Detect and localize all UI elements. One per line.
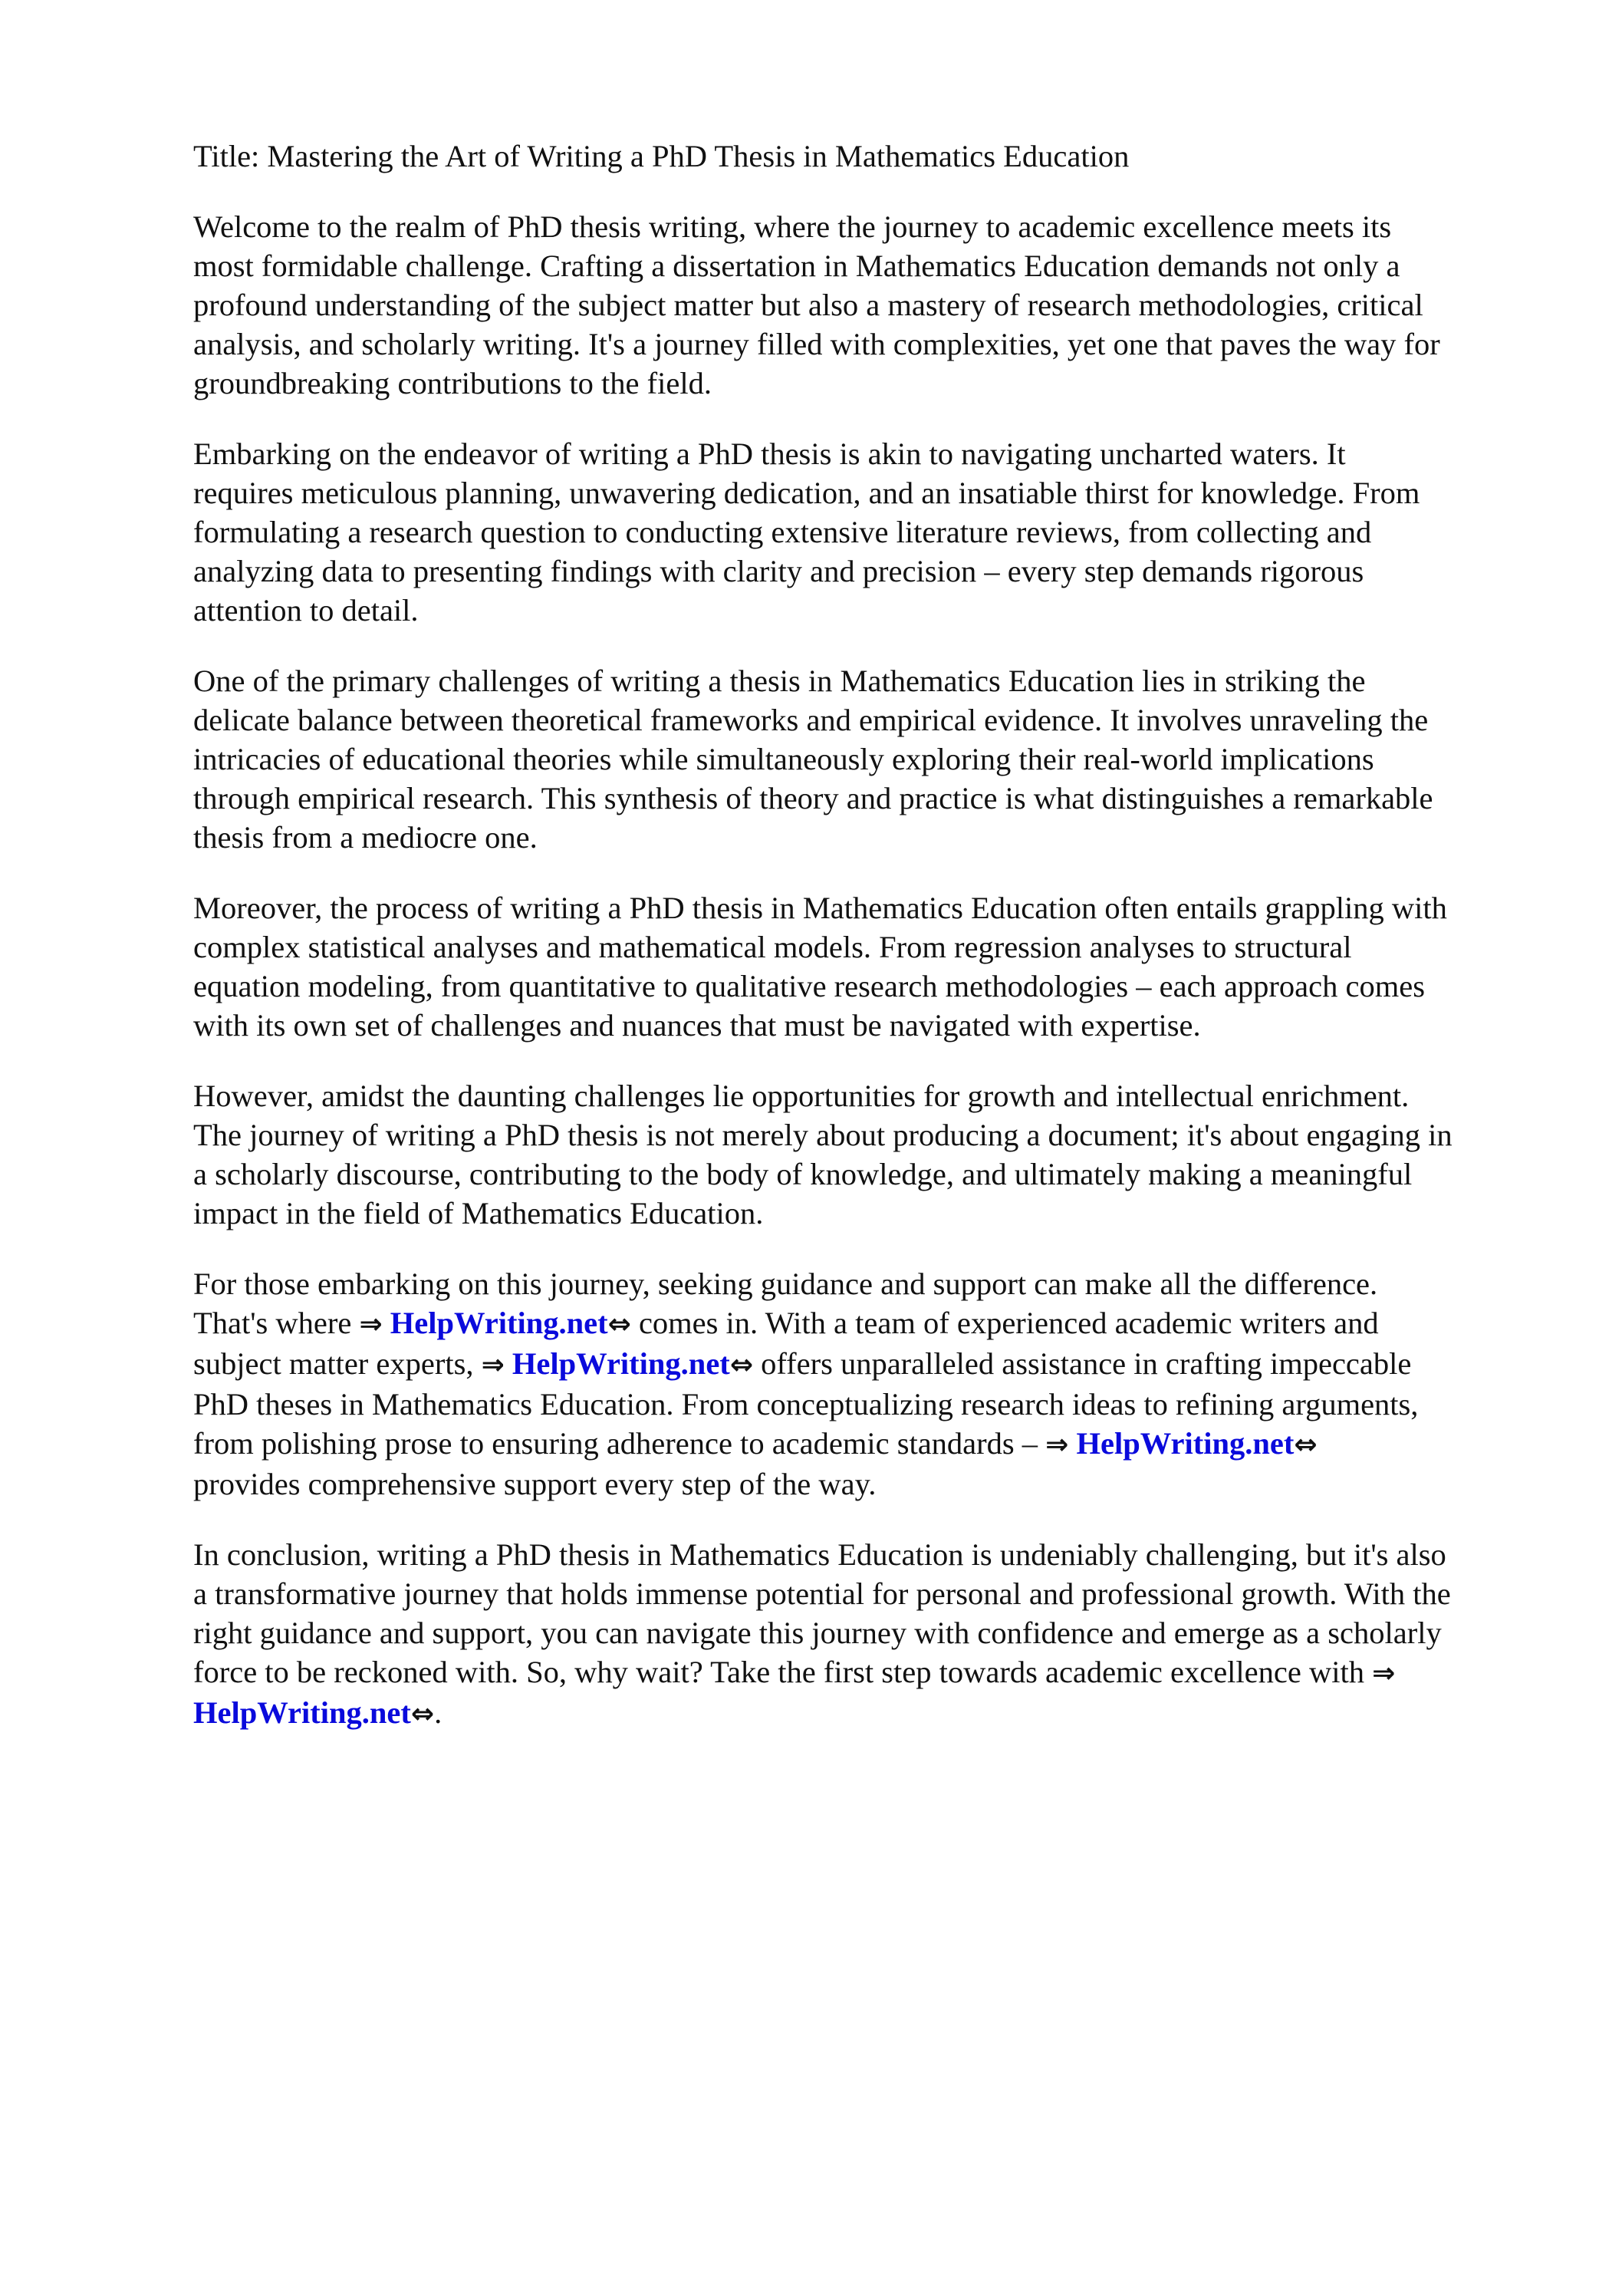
paragraph-conclusion	[193, 1535, 1574, 1734]
paragraph-intro	[193, 207, 1574, 403]
text-line: groundbreaking contributions to the field.	[193, 366, 712, 400]
helpwriting-link[interactable]: HelpWriting.net	[1076, 1426, 1295, 1461]
text-line	[193, 1464, 1574, 1504]
text-span: In conclusion, writing a PhD thesis in Mathematics Education is undeniably challenging, but it's also	[193, 1537, 1446, 1572]
text-line: Moreover, the process of writing a PhD thesis in Mathematics Education often entails grappling with	[193, 891, 1447, 925]
helpwriting-link[interactable]: HelpWriting.net	[193, 1695, 411, 1730]
text-span: right guidance and support, you can navigate this journey with confidence and emerge as a scholarly	[193, 1616, 1442, 1650]
text-line	[193, 1424, 1574, 1464]
double-arrow-both-icon: ⇔	[607, 1309, 631, 1340]
text-span: provides comprehensive support every step of the way.	[193, 1467, 877, 1501]
text-span: That's where	[193, 1306, 360, 1340]
text-span: offers unparalleled assistance in crafting impeccable	[752, 1346, 1412, 1381]
text-line: The journey of writing a PhD thesis is not merely about producing a document; it's about engaging in	[193, 1118, 1453, 1152]
text-line: Embarking on the endeavor of writing a PhD thesis is akin to navigating uncharted waters. It	[193, 436, 1346, 471]
text-line: intricacies of educational theories while simultaneously exploring their real-world implications	[193, 742, 1374, 776]
double-arrow-both-icon: ⇔	[410, 1698, 435, 1730]
paragraph-guidance	[193, 1264, 1574, 1504]
text-line: However, amidst the daunting challenges lie opportunities for growth and intellectual enrichment.	[193, 1079, 1410, 1113]
text-line: analysis, and scholarly writing. It's a journey filled with complexities, yet one that paves the way for	[193, 327, 1440, 361]
paragraph-challenges	[193, 661, 1574, 857]
text-line: thesis from a mediocre one.	[193, 820, 538, 855]
double-arrow-right-icon: ⇒	[1372, 1658, 1396, 1689]
text-line	[193, 1693, 1574, 1734]
text-line: most formidable challenge. Crafting a dissertation in Mathematics Education demands not only a	[193, 249, 1400, 283]
text-line	[193, 1264, 1574, 1303]
text-line	[193, 1535, 1574, 1574]
text-line	[193, 1385, 1574, 1424]
document-title: Title: Mastering the Art of Writing a PhD Thesis in Mathematics Education	[193, 139, 1130, 173]
paragraph-moreover	[193, 888, 1574, 1045]
text-line	[193, 1344, 1574, 1385]
text-line: through empirical research. This synthesis of theory and practice is what distinguishes a remarkable	[193, 781, 1433, 815]
text-line: requires meticulous planning, unwavering dedication, and an insatiable thirst for knowledge. From	[193, 476, 1420, 510]
text-span: For those embarking on this journey, seeking guidance and support can make all the difference.	[193, 1267, 1378, 1301]
text-line	[193, 1652, 1574, 1693]
double-arrow-right-icon: ⇒	[1045, 1429, 1069, 1461]
text-span: .	[434, 1695, 443, 1730]
text-line: a scholarly discourse, contributing to the body of knowledge, and ultimately making a meaningful	[193, 1157, 1413, 1191]
helpwriting-link[interactable]: HelpWriting.net	[390, 1306, 608, 1340]
double-arrow-both-icon: ⇔	[1294, 1429, 1318, 1461]
text-span: force to be reckoned with. So, why wait? Take the first step towards academic excellence with	[193, 1655, 1373, 1689]
text-span: comes in. With a team of experienced academic writers and	[630, 1306, 1379, 1340]
text-span: PhD theses in Mathematics Education. From conceptualizing research ideas to refining arguments,	[193, 1387, 1419, 1421]
text-line: Welcome to the realm of PhD thesis writing, where the journey to academic excellence meets its	[193, 209, 1392, 244]
text-line: analyzing data to presenting findings with clarity and precision – every step demands rigorous	[193, 554, 1364, 588]
text-line: complex statistical analyses and mathematical models. From regression analyses to structural	[193, 930, 1352, 964]
text-line: with its own set of challenges and nuances that must be navigated with expertise.	[193, 1008, 1201, 1043]
text-line: One of the primary challenges of writing a thesis in Mathematics Education lies in striking the	[193, 664, 1366, 698]
text-line: impact in the field of Mathematics Education.	[193, 1196, 764, 1230]
text-line: attention to detail.	[193, 593, 419, 628]
paragraph-embarking	[193, 434, 1574, 630]
text-line	[193, 1613, 1574, 1652]
text-line	[193, 1303, 1574, 1344]
text-line	[193, 1574, 1574, 1613]
text-line: delicate balance between theoretical frameworks and empirical evidence. It involves unraveling the	[193, 703, 1429, 737]
text-span: subject matter experts,	[193, 1346, 482, 1381]
double-arrow-right-icon: ⇒	[481, 1349, 505, 1381]
double-arrow-both-icon: ⇔	[729, 1349, 753, 1381]
text-line: profound understanding of the subject matter but also a mastery of research methodologies, critical	[193, 288, 1423, 322]
helpwriting-link[interactable]: HelpWriting.net	[512, 1346, 730, 1381]
double-arrow-right-icon: ⇒	[359, 1309, 383, 1340]
text-line: formulating a research question to conducting extensive literature reviews, from collecting and	[193, 515, 1372, 549]
text-line: equation modeling, from quantitative to qualitative research methodologies – each approach comes	[193, 969, 1425, 1003]
paragraph-however	[193, 1076, 1574, 1233]
text-span: from polishing prose to ensuring adherence to academic standards –	[193, 1426, 1046, 1461]
document-page	[193, 137, 1574, 1765]
text-span: a transformative journey that holds immense potential for personal and professional growth. With the	[193, 1576, 1451, 1611]
